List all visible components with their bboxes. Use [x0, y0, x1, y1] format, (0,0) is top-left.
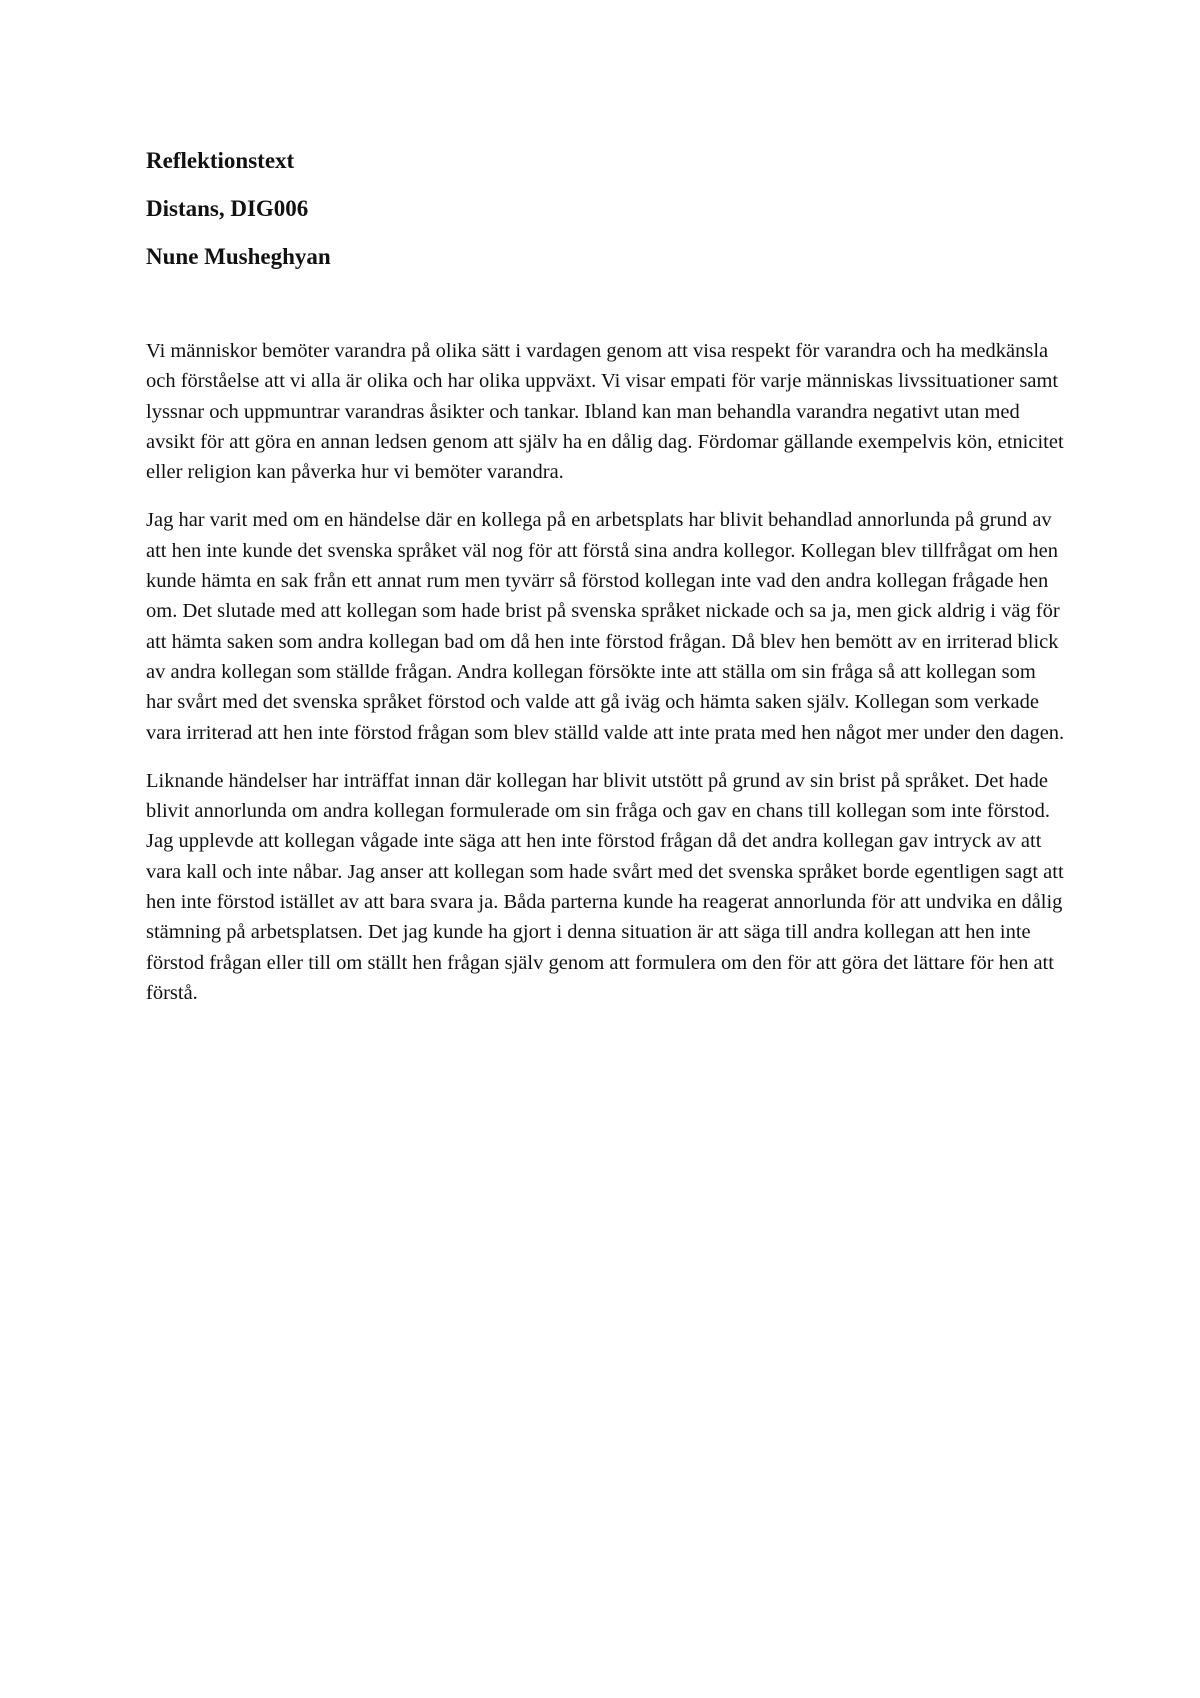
document-body — [146, 146, 1066, 1026]
paragraph-1: Vi människor bemöter varandra på olika sätt i vardagen genom att visa respekt för varandra och ha medkänsla och förståelse att vi alla är olika och har olika uppväxt. Vi visar empati för varje människas livssituationer samt lyssnar och uppmuntrar varandras åsikter och tankar. Ibland kan man behandla varandra negativt utan med avsikt för att göra en annan ledsen genom att själv ha en dålig dag. Fördomar gällande exempelvis kön, etnicitet eller religion kan påverka hur vi bemöter varandra. — [146, 340, 1064, 484]
paragraph-3: Liknande händelser har inträffat innan där kollegan har blivit utstött på grund av sin brist på språket. Det hade blivit annorlunda om andra kollegan formulerade om sin fråga och gav en chans till kollegan som inte förstod. Jag upplevde att kollegan vågade inte säga att hen inte förstod frågan då det andra kollegan gav intryck av att vara kall och inte nåbar. Jag anser att kollegan som hade svårt med det svenska språket borde egentligen sagt att hen inte förstod istället av att bara svara ja. Båda parterna kunde ha reagerat annorlunda för att undvika en dålig stämning på arbetsplatsen. Det jag kunde ha gjort i denna situation är att säga till andra kollegan att hen inte förstod frågan eller till om ställt hen frågan själv genom att formulera om den för att göra det lättare för hen att förstå. — [146, 769, 1064, 1004]
document-title: Reflektionstext — [146, 148, 295, 173]
author-name: Nune Musheghyan — [146, 244, 331, 269]
course-heading: Distans, DIG006 — [146, 196, 309, 221]
paragraph-2: Jag har varit med om en händelse där en kollega på en arbetsplats har blivit behandlad annorlunda på grund av att hen inte kunde det svenska språket väl nog för att förstå sina andra kollegor. Kollegan blev tillfrågat om hen kunde hämta en sak från ett annat rum men tyvärr så förstod kollegan inte vad den andra kollegan frågade hen om. Det slutade med att kollegan som hade brist på svenska språket nickade och sa ja, men gick aldrig i väg för att hämta saken som andra kollegan bad om då hen inte förstod frågan. Då blev hen bemött av en irriterad blick av andra kollegan som ställde frågan. Andra kollegan försökte inte att ställa om sin fråga så att kollegan som har svårt med det svenska språket förstod och valde att gå iväg och hämta saken själv. Kollegan som verkade vara irriterad att hen inte förstod frågan som blev ställd valde att inte prata med hen något mer under den dagen. — [146, 509, 1065, 744]
